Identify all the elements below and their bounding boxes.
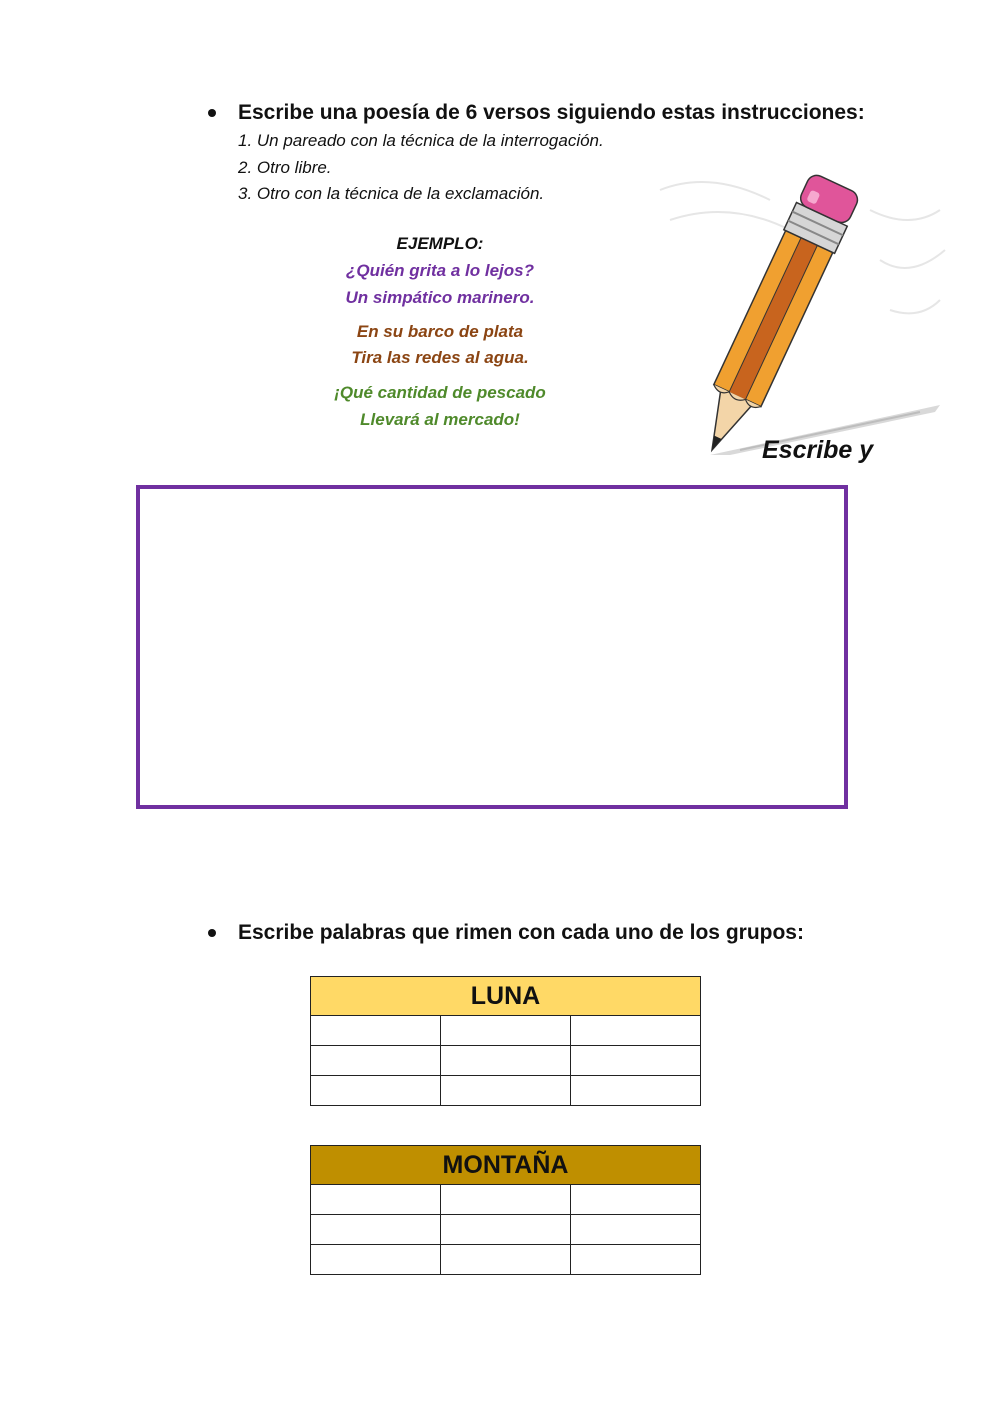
luna-answer-cell[interactable] xyxy=(571,1016,701,1046)
luna-answer-cell[interactable] xyxy=(441,1076,571,1106)
luna-answer-cell[interactable] xyxy=(441,1046,571,1076)
example-label: EJEMPLO: xyxy=(396,234,484,253)
example-line-4: Tira las redes al agua. xyxy=(351,348,529,367)
montana-rhyme-table xyxy=(310,1145,701,1275)
instruction-2: 2. Otro libre. xyxy=(238,158,332,177)
luna-table-header: LUNA xyxy=(311,977,701,1016)
luna-answer-cell[interactable] xyxy=(441,1016,571,1046)
luna-rhyme-table xyxy=(310,976,701,1106)
pencil-illustration xyxy=(650,150,950,470)
montana-table-header: MONTAÑA xyxy=(311,1146,701,1185)
example-line-2: Un simpático marinero. xyxy=(345,288,535,307)
poem-answer-box[interactable] xyxy=(136,485,848,809)
montana-answer-cell[interactable] xyxy=(441,1245,571,1275)
luna-answer-cell[interactable] xyxy=(311,1016,441,1046)
instruction-1: 1. Un pareado con la técnica de la interrogación. xyxy=(238,131,604,150)
instructions-heading-row xyxy=(208,101,865,125)
luna-answer-cell[interactable] xyxy=(571,1046,701,1076)
montana-answer-cell[interactable] xyxy=(571,1185,701,1215)
montana-answer-cell[interactable] xyxy=(311,1215,441,1245)
montana-answer-cell[interactable] xyxy=(571,1245,701,1275)
example-line-3: En su barco de plata xyxy=(356,322,524,341)
luna-answer-cell[interactable] xyxy=(571,1076,701,1106)
luna-answer-cell[interactable] xyxy=(311,1046,441,1076)
instruction-3: 3. Otro con la técnica de la exclamación. xyxy=(238,184,545,203)
montana-answer-cell[interactable] xyxy=(441,1215,571,1245)
pencil-caption: Escribe y xyxy=(762,436,874,464)
example-line-6: Llevará al mercado! xyxy=(360,410,520,429)
luna-answer-cell[interactable] xyxy=(311,1076,441,1106)
rhymes-heading-row xyxy=(208,921,804,945)
montana-answer-cell[interactable] xyxy=(441,1185,571,1215)
example-line-1: ¿Quién grita a lo lejos? xyxy=(346,261,534,280)
montana-answer-cell[interactable] xyxy=(311,1245,441,1275)
bullet-point xyxy=(208,929,216,937)
montana-answer-cell[interactable] xyxy=(571,1215,701,1245)
rhymes-heading: Escribe palabras que rimen con cada uno de los grupos: xyxy=(238,921,804,944)
instructions-heading: Escribe una poesía de 6 versos siguiendo estas instrucciones: xyxy=(238,101,865,124)
bullet-point xyxy=(208,109,216,117)
example-line-5: ¡Qué cantidad de pescado xyxy=(334,383,546,402)
montana-answer-cell[interactable] xyxy=(311,1185,441,1215)
